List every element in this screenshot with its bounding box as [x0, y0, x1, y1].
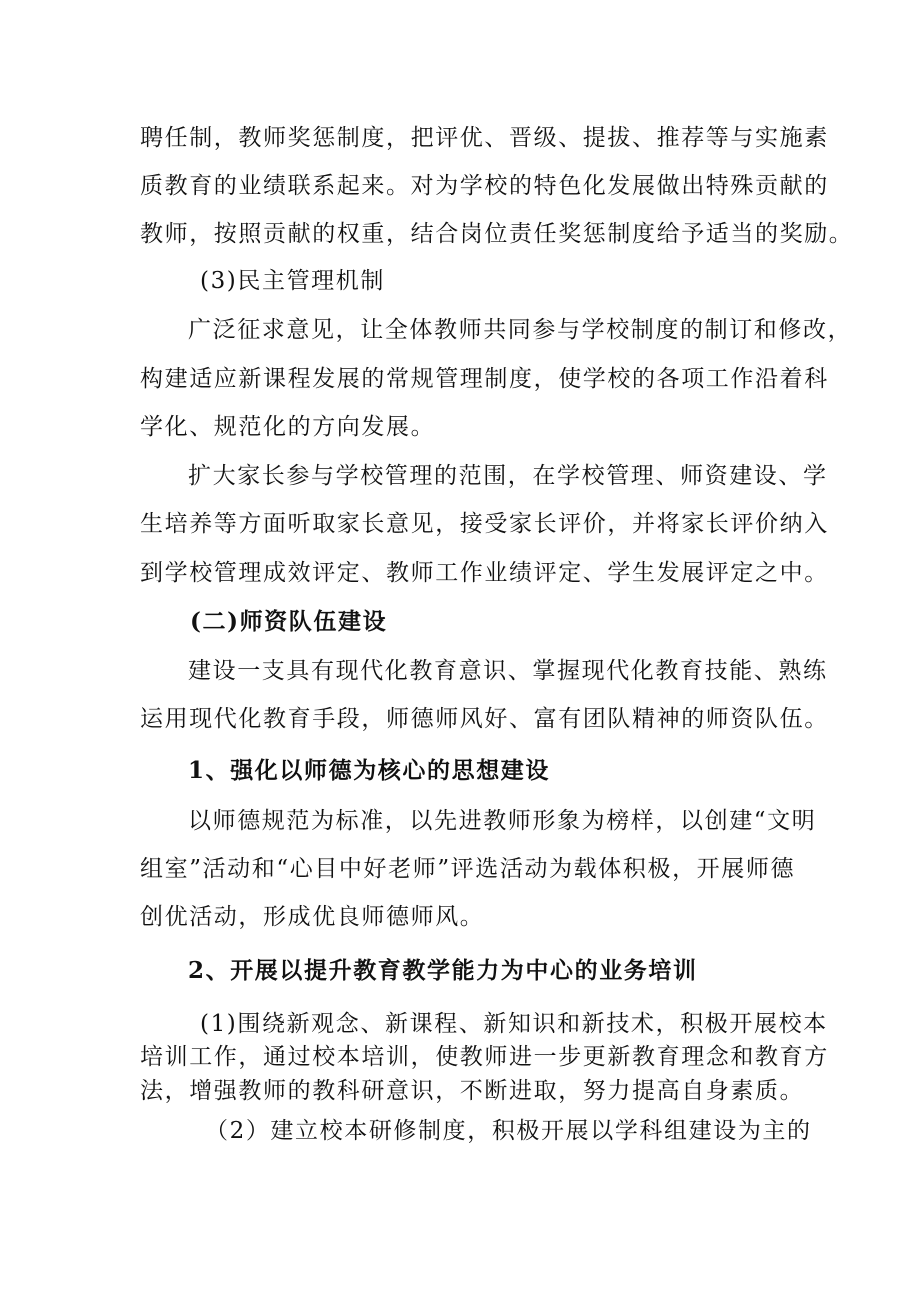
text-line: 教师，按照贡献的权重，结合岗位责任奖惩制度给予适当的奖励。 — [140, 221, 854, 247]
text-line: 创优活动，形成优良师德师风。 — [140, 904, 485, 930]
subsection-heading: 2、开展以提升教育教学能力为中心的业务培训 — [188, 957, 698, 984]
text-line: 以师德规范为标准，以先进教师形象为榜样，以创建“文明 — [188, 808, 817, 834]
subsection-heading: 1、强化以师德为核心的思想建设 — [188, 757, 551, 784]
text-line: 法，增强教师的教科研意识，不断进取，努力提高自身素质。 — [140, 1078, 805, 1104]
section-heading: (二)师资队伍建设 — [190, 608, 388, 635]
text-line: 到学校管理成效评定、教师工作业绩评定、学生发展评定之中。 — [140, 560, 829, 586]
text-line: 学化、规范化的方向发展。 — [140, 414, 436, 440]
text-line: 聘任制，教师奖惩制度，把评优、晋级、提拔、推荐等与实施素 — [140, 125, 829, 151]
text-line: 质教育的业绩联系起来。对为学校的特色化发展做出特殊贡献的 — [140, 173, 829, 199]
section-heading: (3)民主管理机制 — [200, 268, 385, 294]
text-line: 运用现代化教育手段，师德师风好、富有团队精神的师资队伍。 — [140, 706, 829, 732]
text-line: 广泛征求意见，让全体教师共同参与学校制度的制订和修改， — [188, 317, 853, 343]
text-line: 生培养等方面听取家长意见，接受家长评价，并将家长评价纳入 — [140, 511, 829, 537]
text-line: （2）建立校本研修制度，积极开展以学科组建设为主的 — [205, 1118, 812, 1144]
text-line: 构建适应新课程发展的常规管理制度，使学校的各项工作沿着科 — [140, 366, 829, 392]
text-line: 培训工作，通过校本培训，使教师进一步更新教育理念和教育方 — [140, 1044, 829, 1070]
text-line: 扩大家长参与学校管理的范围，在学校管理、师资建设、学 — [188, 463, 828, 489]
text-line: 建设一支具有现代化教育意识、掌握现代化教育技能、熟练 — [188, 658, 828, 684]
text-line: (1)围绕新观念、新课程、新知识和新技术，积极开展校本 — [200, 1011, 828, 1037]
text-line: 组室”活动和“心目中好老师”评选活动为载体积极，开展师德 — [140, 856, 796, 882]
